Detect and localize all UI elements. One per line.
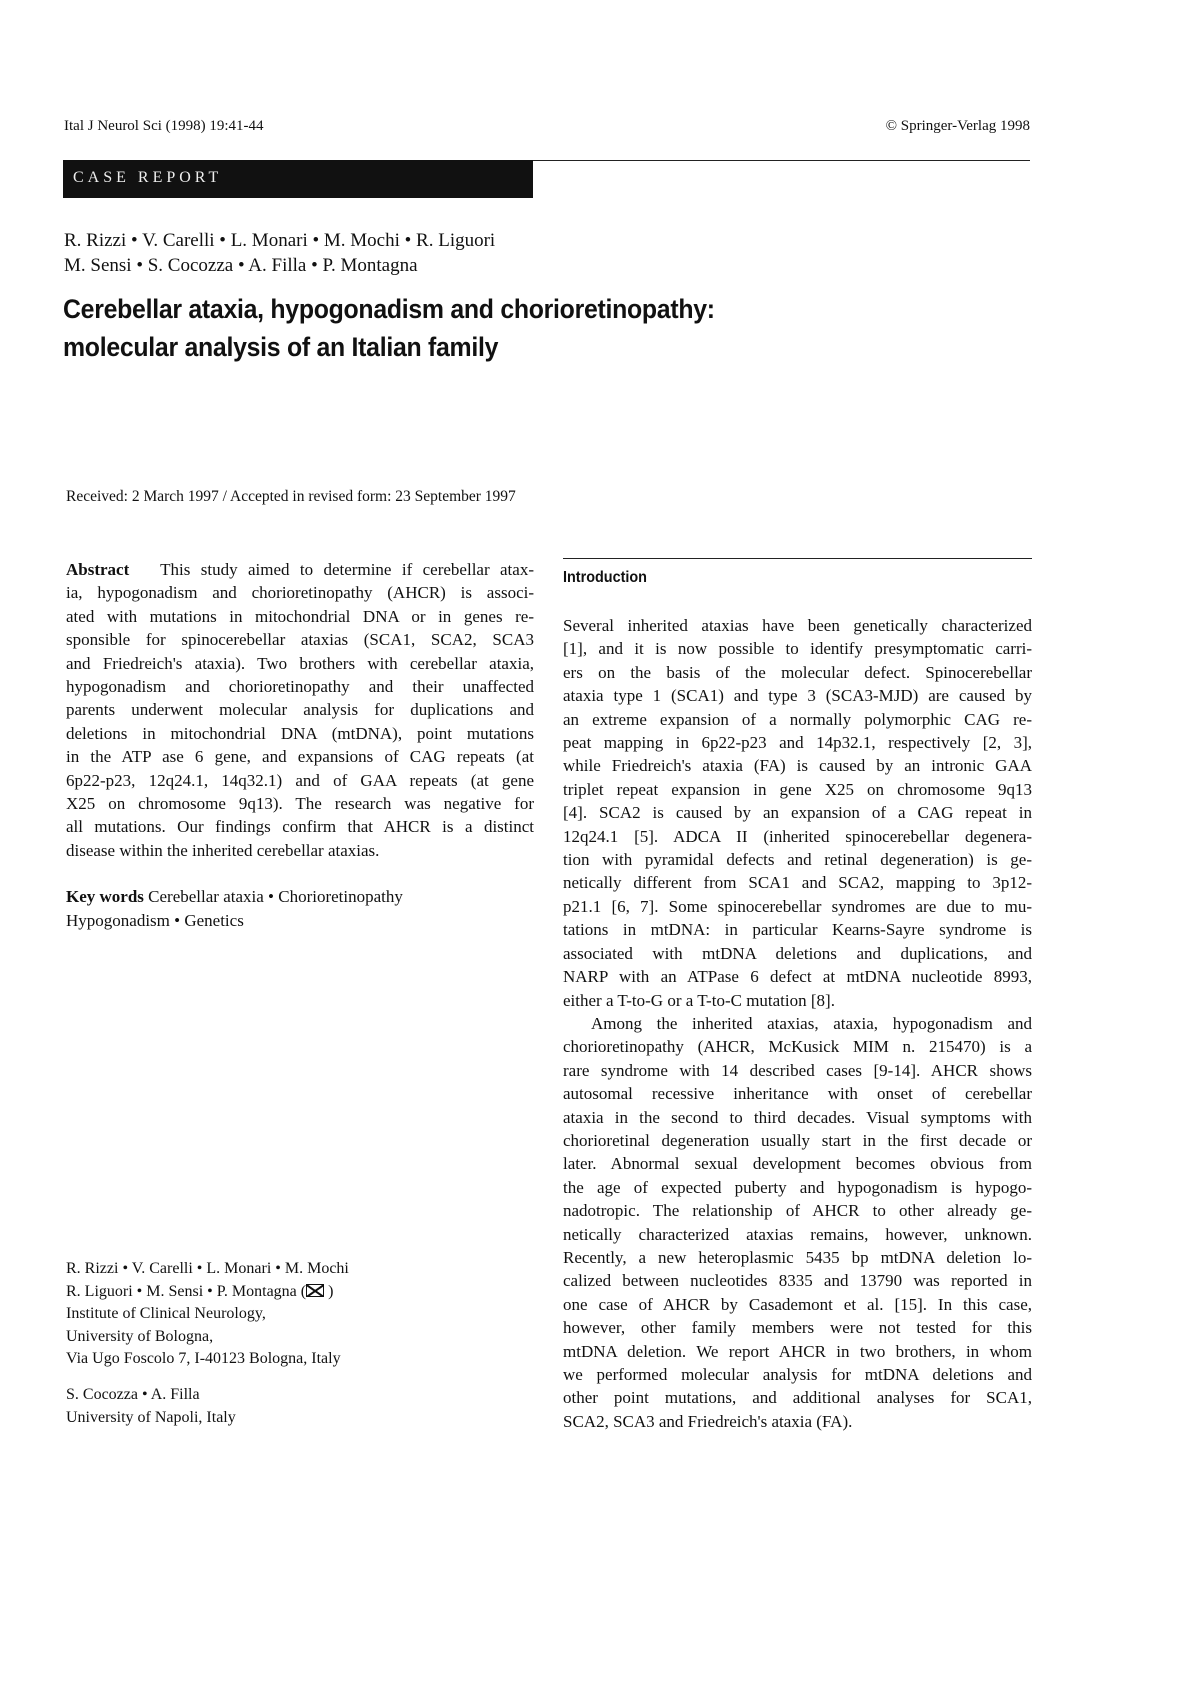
text-line: peat mapping in 6p22-p23 and 14p32.1, respectively [2, 3], — [563, 733, 1032, 753]
text-line: chorioretinopathy (AHCR, McKusick MIM n. 215470) is a — [563, 1037, 1032, 1057]
author-list — [64, 228, 495, 278]
title-line: molecular analysis of an Italian family — [63, 332, 499, 362]
title-line: Cerebellar ataxia, hypogonadism and chorioretinopathy: — [63, 294, 715, 324]
affiliation-line: R. Rizzi • V. Carelli • L. Monari • M. Mochi — [66, 1260, 349, 1277]
text-line: [1], and it is now possible to identify presymptomatic carri- — [563, 639, 1032, 659]
text-line: Among the inherited ataxias, ataxia, hypogonadism and — [591, 1013, 1032, 1033]
text-line: autosomal recessive inheritance with onset of cerebellar — [563, 1084, 1032, 1104]
text-line: netically characterized ataxias remains, however, unknown. — [563, 1224, 1032, 1244]
text-line: all mutations. Our findings confirm that AHCR is a distinct — [66, 817, 534, 837]
text-line: ated with mutations in mitochondrial DNA or in genes re- — [66, 606, 534, 626]
text-line: calized between nucleotides 8335 and 13790 was reported in — [563, 1271, 1032, 1291]
text-line: triplet repeat expansion in gene X25 on chromosome 9q13 — [563, 779, 1032, 799]
text-line: and Friedreich's ataxia). Two brothers with cerebellar ataxia, — [66, 653, 534, 673]
text-line: parents underwent molecular analysis for duplications and — [66, 700, 534, 720]
text-line: netically different from SCA1 and SCA2, mapping to 3p12- — [563, 873, 1032, 893]
text-line: associated with mtDNA deletions and duplications, and — [563, 943, 1032, 963]
affiliation-napoli — [66, 1384, 486, 1429]
column-rule — [563, 558, 1032, 559]
journal-citation: Ital J Neurol Sci (1998) 19:41-44 — [64, 118, 264, 134]
text-line: mtDNA deletion. We report AHCR in two brothers, in whom — [563, 1341, 1032, 1361]
text-line: nadotropic. The relationship of AHCR to other already ge- — [563, 1201, 1032, 1221]
text-line: either a T-to-G or a T-to-C mutation [8]. — [563, 990, 835, 1010]
text-line: tion with pyramidal defects and retinal degeneration) is ge- — [563, 850, 1032, 870]
text-line: one case of AHCR by Casademont et al. [15]. In this case, — [563, 1294, 1032, 1314]
section-label-bar — [63, 160, 533, 198]
affiliation-line: Institute of Clinical Neurology, — [66, 1305, 266, 1322]
text-line: rare syndrome with 14 described cases [9-14]. AHCR shows — [563, 1060, 1032, 1080]
text-line: 6p22-p23, 12q24.1, 14q32.1) and of GAA repeats (at gene — [66, 770, 534, 790]
text-line: ataxia in the second to third decades. Visual symptoms with — [563, 1107, 1032, 1127]
abstract-label: Abstract — [66, 560, 130, 579]
text-line: however, other family members were not tested for this — [563, 1318, 1032, 1338]
article-title — [63, 290, 715, 366]
text-line: while Friedreich's ataxia (FA) is caused by an intronic GAA — [563, 756, 1032, 776]
text-line: the age of expected puberty and hypogonadism is hypogo- — [563, 1177, 1032, 1197]
keywords-text: Hypogonadism • Genetics — [66, 910, 244, 930]
header-rule — [533, 160, 1030, 161]
text-line: we performed molecular analysis for mtDNA deletions and — [563, 1365, 1032, 1384]
abstract-text: This study aimed to determine if cerebellar atax- — [160, 560, 534, 579]
text-line: disease within the inherited cerebellar ataxias. — [66, 840, 380, 860]
text-line: other point mutations, and additional analyses for SCA1, — [563, 1388, 1032, 1408]
text-line: ia, hypogonadism and chorioretinopathy (AHCR) is associ- — [66, 583, 534, 603]
introduction-body — [563, 614, 1032, 1433]
affiliation-bologna — [66, 1258, 486, 1371]
copyright: © Springer-Verlag 1998 — [885, 118, 1030, 134]
text-line: X25 on chromosome 9q13). The research was negative for — [66, 794, 534, 814]
introduction-heading: Introduction — [563, 569, 647, 586]
affiliation-line: R. Liguori • M. Sensi • P. Montagna ( — [66, 1282, 307, 1300]
author-line: M. Sensi • S. Cocozza • A. Filla • P. Montagna — [64, 255, 418, 276]
affiliation-line: ) — [328, 1282, 334, 1300]
section-label: CASE REPORT — [73, 169, 223, 186]
author-line: R. Rizzi • V. Carelli • L. Monari • M. Mochi • R. Liguori — [64, 230, 496, 251]
text-line: deletions in mitochondrial DNA (mtDNA), point mutations — [66, 723, 534, 743]
envelope-icon — [306, 1284, 324, 1297]
text-line: in the ATP ase 6 gene, and expansions of CAG repeats (at — [66, 747, 534, 767]
text-line: SCA2, SCA3 and Friedreich's ataxia (FA). — [563, 1411, 853, 1431]
text-line: later. Abnormal sexual development becomes obvious from — [563, 1154, 1032, 1174]
text-line: p21.1 [6, 7]. Some spinocerebellar syndromes are due to mu- — [563, 896, 1032, 916]
affiliation-line: University of Napoli, Italy — [66, 1408, 236, 1426]
affiliation-line: S. Cocozza • A. Filla — [66, 1386, 200, 1403]
text-line: hypogonadism and chorioretinopathy and their unaffected — [66, 677, 534, 697]
text-line: Several inherited ataxias have been genetically characterized — [563, 616, 1032, 635]
text-line: chorioretinal degeneration usually start in the first decade or — [563, 1130, 1032, 1150]
affiliation-line: University of Bologna, — [66, 1327, 214, 1345]
text-line: an extreme expansion of a normally polymorphic CAG re- — [563, 709, 1032, 729]
text-line: tations in mtDNA: in particular Kearns-Sayre syndrome is — [563, 920, 1032, 940]
affiliation-line: Via Ugo Foscolo 7, I-40123 Bologna, Italy — [66, 1350, 341, 1367]
text-line: ataxia type 1 (SCA1) and type 3 (SCA3-MJD) are caused by — [563, 686, 1032, 706]
abstract — [66, 558, 534, 932]
text-line: NARP with an ATPase 6 defect at mtDNA nucleotide 8993, — [563, 967, 1032, 987]
text-line: [4]. SCA2 is caused by an expansion of a CAG repeat in — [563, 803, 1032, 823]
text-line: sponsible for spinocerebellar ataxias (SCA1, SCA2, SCA3 — [66, 630, 534, 650]
keywords-label: Key words — [66, 887, 144, 907]
text-line: ers on the basis of the molecular defect. Spinocerebellar — [563, 662, 1032, 682]
keywords-text: Cerebellar ataxia • Chorioretinopathy — [148, 887, 403, 907]
text-line: 12q24.1 [5]. ADCA II (inherited spinocerebellar degenera- — [563, 826, 1032, 846]
text-line: Recently, a new heteroplasmic 5435 bp mtDNA deletion lo- — [563, 1247, 1032, 1267]
received-dates: Received: 2 March 1997 / Accepted in revised form: 23 September 1997 — [66, 488, 516, 505]
